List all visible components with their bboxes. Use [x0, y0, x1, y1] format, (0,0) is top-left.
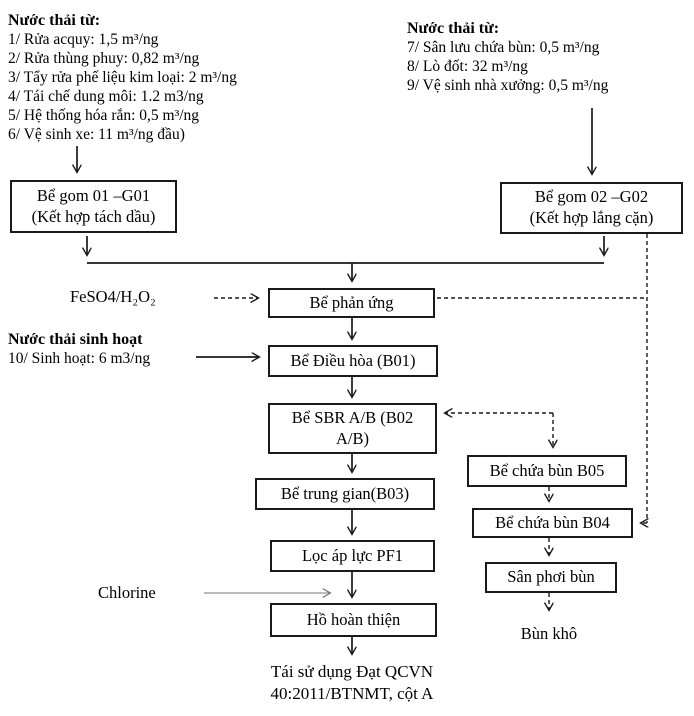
domestic-source-item: 10/ Sinh hoạt: 6 m3/ng: [8, 350, 151, 367]
reuse-output-line2: 40:2011/BTNMT, cột A: [270, 684, 434, 703]
source-list-right: [407, 19, 608, 95]
pressure-filter-pf1: [270, 540, 435, 572]
sludge-tank-b05: [467, 455, 627, 487]
tank-g01: [10, 180, 177, 233]
tank-g01-name: Bể gom 01 –G01: [36, 185, 151, 205]
source-item: 2/ Rửa thùng phuy: 0,82 m³/ng: [8, 50, 200, 67]
sludge-drying-yard-name: Sân phơi bùn: [507, 567, 595, 587]
tank-g01-note: (Kết hợp tách dầu): [31, 206, 156, 226]
tank-reaction: [268, 288, 435, 318]
source-item: 7/ Sân lưu chứa bùn: 0,5 m³/ng: [407, 39, 600, 56]
dry-sludge-label: Bùn khô: [520, 624, 578, 643]
source-list-right-title: Nước thải từ:: [407, 20, 500, 37]
tank-g02-note: (Kết hợp lắng cặn): [529, 208, 654, 227]
domestic-source-label: [8, 330, 150, 368]
reuse-output-line1: Tái sử dụng Đạt QCVN: [270, 662, 434, 681]
sludge-tank-b04: [472, 508, 633, 538]
pressure-filter-name: Lọc áp lực PF1: [301, 545, 404, 565]
source-item: 5/ Hệ thống hóa rắn: 0,5 m³/ng: [8, 107, 200, 124]
tank-intermediate-b03: [255, 478, 435, 510]
tank-g02: [500, 182, 683, 234]
tank-sbr-name: Bể SBR A/B (B02 A/B): [291, 407, 414, 448]
polishing-pond-name: Hồ hoàn thiện: [306, 609, 401, 629]
sludge-drying-yard: [485, 562, 617, 593]
polishing-pond: [270, 603, 437, 637]
chemical-chlorine-label: Chlorine: [98, 583, 156, 602]
tank-intermediate-name: Bể trung gian(B03): [280, 483, 410, 503]
tank-g02-name: Bể gom 02 –G02: [534, 187, 649, 207]
source-item: 1/ Rửa acquy: 1,5 m³/ng: [8, 31, 159, 48]
domestic-source-title: Nước thải sinh hoạt: [8, 331, 143, 348]
sludge-tank-b04-name: Bể chứa bùn B04: [495, 512, 610, 532]
source-item: 8/ Lò đốt: 32 m³/ng: [407, 58, 528, 75]
source-item: 9/ Vệ sinh nhà xưởng: 0,5 m³/ng: [407, 77, 609, 94]
chemical-feso4-label: FeSO4/H₂O₂: [70, 287, 156, 306]
tank-equalization-b01: [268, 345, 438, 377]
source-list-right-items: [407, 38, 608, 95]
source-list-left-items: [8, 30, 237, 144]
reuse-output-label: [242, 661, 462, 705]
tank-sbr-b02: [268, 403, 437, 454]
tank-equalization-name: Bể Điều hòa (B01): [290, 350, 416, 370]
source-item: 4/ Tái chế dung môi: 1.2 m3/ng: [8, 88, 204, 105]
source-list-left-title: Nước thải từ:: [8, 12, 101, 29]
tank-reaction-name: Bể phản ứng: [309, 292, 394, 312]
source-item: 3/ Tẩy rửa phế liệu kim loại: 2 m³/ng: [8, 69, 237, 86]
sludge-tank-b05-name: Bể chứa bùn B05: [489, 460, 605, 480]
source-item: 6/ Vệ sinh xe: 11 m³/ng đầu): [8, 126, 185, 143]
source-list-left: [8, 11, 237, 144]
